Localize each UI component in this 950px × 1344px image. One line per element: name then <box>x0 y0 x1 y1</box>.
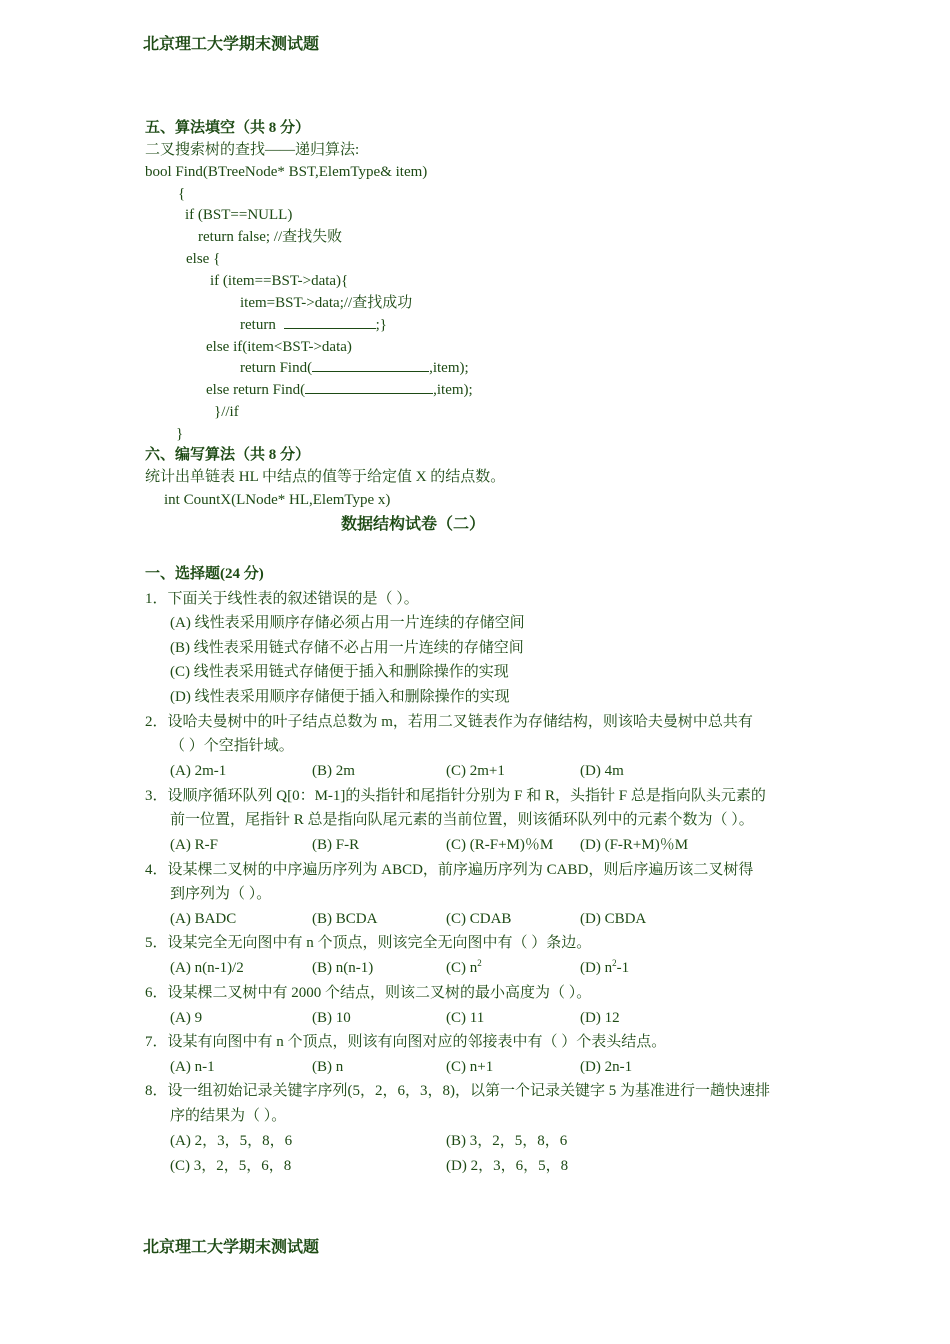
fill-blank-1[interactable] <box>284 315 376 329</box>
option-c: (C) 11 <box>446 1010 485 1026</box>
superscript: 2 <box>477 958 482 968</box>
section-6-title: 六、编写算法（共 8 分） <box>145 447 311 463</box>
option-a: (A) 2，3，5，8，6 <box>170 1133 293 1149</box>
section-6-text: 统计出单链表 HL 中结点的值等于给定值 X 的结点数。 <box>145 469 506 485</box>
option-a: (A) 9 <box>170 1010 203 1026</box>
code-line: { <box>178 186 186 202</box>
option-text: -1 <box>616 960 630 976</box>
option-b: (B) 2m <box>312 763 355 779</box>
code-line-blank-2 <box>240 358 469 378</box>
code-text: ;} <box>375 317 387 333</box>
option-text: (D) n <box>580 960 613 976</box>
option-b: (B) 线性表采用链式存储不必占用一片连续的存储空间 <box>170 640 524 656</box>
code-text: ,item); <box>433 382 473 398</box>
question-stem: 2．设哈夫曼树中的叶子结点总数为 m，若用二叉链表作为存储结构，则该哈夫曼树中总共有 <box>145 714 753 730</box>
option-c: (C) n+1 <box>446 1059 494 1075</box>
section-5-intro: 二叉搜索树的查找——递归算法: <box>145 142 360 158</box>
option-a: (A) 2m-1 <box>170 763 227 779</box>
question-stem: 6．设某棵二叉树中有 2000 个结点，则该二叉树的最小高度为（ ）。 <box>145 985 592 1001</box>
fill-blank-2[interactable] <box>312 358 429 372</box>
option-d: (D) (F-R+M)％M <box>580 837 689 853</box>
section-1-title: 一、选择题(24 分) <box>145 566 264 582</box>
option-d <box>580 958 629 978</box>
option-c: (C) 3，2，5，6，8 <box>170 1158 292 1174</box>
option-b: (B) n(n-1) <box>312 960 374 976</box>
option-text: (C) n <box>446 960 478 976</box>
superscript: 2 <box>612 958 617 968</box>
code-line: item=BST->data;//查找成功 <box>240 295 413 311</box>
section-5-title: 五、算法填空（共 8 分） <box>145 120 311 136</box>
option-b: (B) n <box>312 1059 344 1075</box>
code-line-blank-1 <box>240 315 387 335</box>
option-c: (C) CDAB <box>446 911 512 927</box>
question-stem: 1．下面关于线性表的叙述错误的是（ ）。 <box>145 591 419 607</box>
code-line: else if(item<BST->data) <box>206 339 352 355</box>
code-line-blank-3 <box>206 380 473 400</box>
option-d: (D) CBDA <box>580 911 647 927</box>
option-a: (A) BADC <box>170 911 237 927</box>
code-line: if (item==BST->data){ <box>210 273 349 289</box>
option-a: (A) R-F <box>170 837 218 853</box>
question-stem: 7．设某有向图中有 n 个顶点，则该有向图对应的邻接表中有（ ）个表头结点。 <box>145 1034 667 1050</box>
question-stem-cont: 到序列为（ ）。 <box>170 886 272 902</box>
question-stem-cont: 序的结果为（ ）。 <box>170 1108 287 1124</box>
fill-blank-3[interactable] <box>305 380 433 394</box>
page-header: 北京理工大学期末测试题 <box>143 34 320 53</box>
code-line: return false; //查找失败 <box>198 229 343 245</box>
option-d: (D) 线性表采用顺序存储便于插入和删除操作的实现 <box>170 689 510 705</box>
page-footer: 北京理工大学期末测试题 <box>143 1237 320 1256</box>
code-line: }//if <box>214 404 239 420</box>
question-stem-cont: （ ）个空指针域。 <box>170 738 294 754</box>
code-line: bool Find(BTreeNode* BST,ElemType& item) <box>145 164 428 180</box>
option-c: (C) 2m+1 <box>446 763 505 779</box>
option-c: (C) (R-F+M)％M <box>446 837 554 853</box>
code-text: return Find( <box>240 360 313 376</box>
question-stem-cont: 前一位置，尾指针 R 总是指向队尾元素的当前位置，则该循环队列中的元素个数为（ ）。 <box>170 812 754 828</box>
question-stem: 5．设某完全无向图中有 n 个顶点，则该完全无向图中有（ ）条边。 <box>145 935 592 951</box>
code-text: else return Find( <box>206 382 306 398</box>
code-line: } <box>176 426 184 442</box>
code-line: if (BST==NULL) <box>185 207 293 223</box>
option-a: (A) n(n-1)/2 <box>170 960 244 976</box>
option-d: (D) 2，3，6，5，8 <box>446 1158 569 1174</box>
option-d: (D) 12 <box>580 1010 620 1026</box>
question-stem: 4．设某棵二叉树的中序遍历序列为 ABCD，前序遍历序列为 CABD，则后序遍历该二叉树得 <box>145 862 754 878</box>
option-c <box>446 958 482 978</box>
code-text: ,item); <box>429 360 469 376</box>
option-a: (A) 线性表采用顺序存储必须占用一片连续的存储空间 <box>170 615 525 631</box>
option-b: (B) F-R <box>312 837 360 853</box>
option-a: (A) n-1 <box>170 1059 215 1075</box>
option-b: (B) 10 <box>312 1010 351 1026</box>
question-stem: 8．设一组初始记录关键字序列(5，2，6，3，8)，以第一个记录关键字 5 为基准进行一趟快速排 <box>145 1083 770 1099</box>
exam-title: 数据结构试卷（二） <box>340 516 485 533</box>
option-d: (D) 2n-1 <box>580 1059 633 1075</box>
option-b: (B) BCDA <box>312 911 378 927</box>
question-stem: 3．设顺序循环队列 Q[0：M-1]的头指针和尾指针分别为 F 和 R，头指针 F 总是指向队头元素的 <box>145 788 766 804</box>
option-b: (B) 3，2，5，8，6 <box>446 1133 568 1149</box>
section-6-code: int CountX(LNode* HL,ElemType x) <box>164 492 391 508</box>
code-line: else { <box>186 251 221 267</box>
code-text: return <box>240 317 276 333</box>
option-d: (D) 4m <box>580 763 624 779</box>
option-c: (C) 线性表采用链式存储便于插入和删除操作的实现 <box>170 664 509 680</box>
